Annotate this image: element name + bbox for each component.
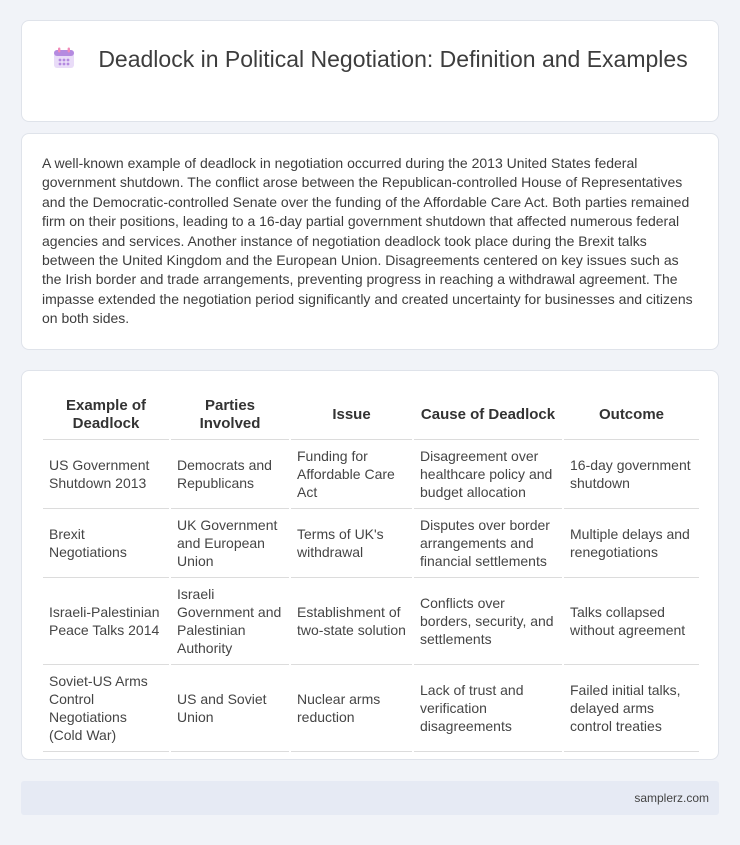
table-row (43, 665, 699, 752)
table-cell: Talks collapsed without agreement (563, 578, 699, 665)
table-cell: Democrats and Republicans (170, 440, 290, 509)
table-cell: Israeli-Palestinian Peace Talks 2014 (43, 578, 170, 665)
table-cell: Lack of trust and verification disagreements (413, 665, 563, 752)
table-cell: US Government Shutdown 2013 (43, 440, 170, 509)
examples-table (43, 391, 699, 752)
table-row (43, 440, 699, 509)
page-title: Deadlock in Political Negotiation: Definition and Examples (98, 46, 688, 72)
table-cell: Disagreement over healthcare policy and budget allocation (413, 440, 563, 509)
page-title-wrap (22, 45, 718, 74)
table-cell: UK Government and European Union (170, 509, 290, 578)
intro-paragraph: A well-known example of deadlock in negotiation occurred during the 2013 United States federal government shutdown. The conflict arose between the Republican-controlled House of Representatives and the Democratic-controlled Senate over the funding of the Affordable Care Act. Both parties remained firm on their positions, leading to a 16-day partial government shutdown that affected numerous federal agencies and services. Another instance of negotiation deadlock took place during the Brexit talks between the United Kingdom and the European Union. Disagreements centered on key issues such as the Irish border and trade arrangements, preventing progress in reaching a withdrawal agreement. The impasse extended the negotiation period significantly and created uncertainty for businesses and citizens on both sides. (42, 155, 693, 327)
table-cell: Nuclear arms reduction (290, 665, 413, 752)
table-cell: Soviet-US Arms Control Negotiations (Cold War) (43, 665, 170, 752)
column-header-issue: Issue (290, 391, 413, 440)
table-row (43, 509, 699, 578)
table-cell: Brexit Negotiations (43, 509, 170, 578)
footer-bar (21, 781, 719, 815)
column-header-cause: Cause of Deadlock (413, 391, 563, 440)
table-cell: Multiple delays and renegotiations (563, 509, 699, 578)
header-card (21, 20, 719, 122)
footer-source-link[interactable]: samplerz.com (634, 791, 709, 805)
table-card (21, 370, 719, 760)
table-cell: Establishment of two-state solution (290, 578, 413, 665)
table-cell: Disputes over border arrangements and financial settlements (413, 509, 563, 578)
table-cell: Failed initial talks, delayed arms control treaties (563, 665, 699, 752)
table-cell: 16-day government shutdown (563, 440, 699, 509)
table-cell: Funding for Affordable Care Act (290, 440, 413, 509)
intro-card (21, 133, 719, 350)
table-cell: Israeli Government and Palestinian Authority (170, 578, 290, 665)
table-cell: Terms of UK's withdrawal (290, 509, 413, 578)
table-header-row (43, 391, 699, 440)
table-cell: US and Soviet Union (170, 665, 290, 752)
table-cell: Conflicts over borders, security, and settlements (413, 578, 563, 665)
column-header-parties: Parties Involved (170, 391, 290, 440)
column-header-example: Example of Deadlock (43, 391, 170, 440)
table-row (43, 578, 699, 665)
calendar-icon (52, 46, 76, 70)
column-header-outcome: Outcome (563, 391, 699, 440)
